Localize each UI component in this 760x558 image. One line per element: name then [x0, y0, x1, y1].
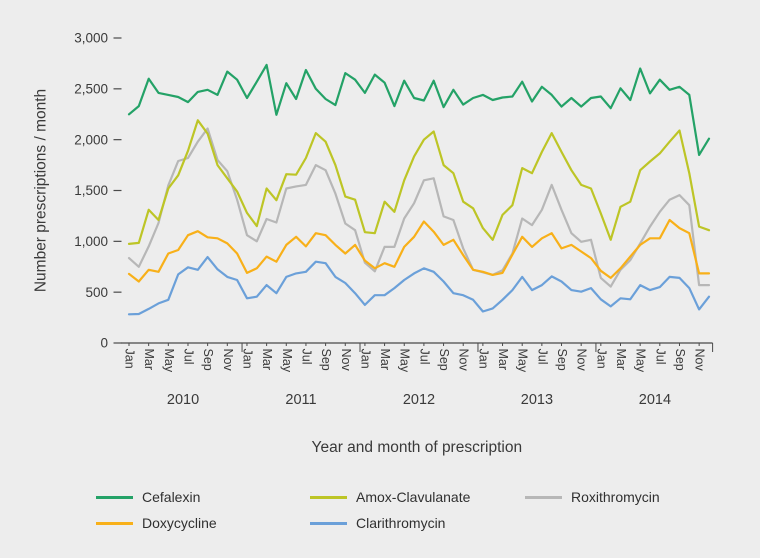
x-month-label: Nov — [338, 348, 353, 371]
x-month-label: Nov — [456, 348, 471, 371]
legend-item-amox-clavulanate — [310, 486, 470, 508]
x-year-label: 2014 — [638, 392, 672, 408]
x-month-label: Nov — [574, 348, 589, 371]
x-month-label: Jul — [535, 348, 550, 365]
x-month-label: Mar — [378, 348, 393, 371]
legend-item-clarithromycin — [310, 512, 445, 534]
x-month-label: May — [397, 348, 412, 373]
y-tick-label: 1,000 — [74, 234, 108, 250]
legend-swatch-roxithromycin — [525, 496, 562, 499]
x-month-label: Jul — [653, 348, 668, 365]
series-line-cefalexin — [129, 65, 709, 155]
y-tick-label: 500 — [85, 284, 108, 300]
legend-swatch-amox-clavulanate — [310, 496, 347, 499]
x-month-label: Jul — [299, 348, 314, 365]
x-year-label: 2013 — [520, 392, 554, 408]
x-axis-title: Year and month of prescription — [311, 439, 523, 456]
x-month-label: Sep — [672, 348, 687, 371]
x-month-label: Jan — [358, 348, 373, 369]
series-line-amox-clavulanate — [129, 120, 709, 244]
legend-swatch-cefalexin — [96, 496, 133, 499]
legend-item-roxithromycin — [525, 486, 660, 508]
x-month-label: May — [633, 348, 648, 373]
legend-row-1 — [0, 486, 760, 508]
legend-swatch-doxycycline — [96, 522, 133, 525]
legend-label: Clarithromycin — [356, 515, 446, 531]
series-line-doxycycline — [129, 220, 709, 282]
x-month-label: Jan — [594, 348, 609, 369]
x-year-label: 2010 — [166, 392, 200, 408]
x-month-label: Sep — [555, 348, 570, 371]
legend-row-2 — [0, 512, 760, 534]
x-month-label: May — [515, 348, 530, 373]
y-tick-label: 1,500 — [74, 183, 108, 199]
x-month-label: Jan — [476, 348, 491, 369]
x-month-label: Jul — [181, 348, 196, 365]
legend-label: Amox-Clavulanate — [356, 489, 471, 505]
legend-item-cefalexin — [96, 486, 200, 508]
x-month-label: Sep — [201, 348, 216, 371]
y-tick-label: 3,000 — [74, 30, 108, 46]
y-tick-label: 2,500 — [74, 81, 108, 97]
x-month-label: Mar — [614, 348, 628, 371]
y-tick-label: 2,000 — [74, 132, 108, 148]
legend-label: Roxithromycin — [571, 489, 660, 505]
y-axis-title: Number prescriptions / month — [32, 88, 50, 293]
x-month-label: May — [161, 348, 176, 373]
legend-label: Cefalexin — [142, 489, 201, 505]
x-year-label: 2012 — [402, 392, 436, 408]
x-month-label: Mar — [142, 348, 157, 371]
legend-label: Doxycycline — [142, 515, 217, 531]
x-month-label: Sep — [319, 348, 334, 371]
legend-item-doxycycline — [96, 512, 217, 534]
x-month-label: Jan — [240, 348, 255, 369]
y-tick-label: 0 — [100, 335, 108, 351]
x-month-label: Sep — [437, 348, 452, 371]
x-month-label: Nov — [692, 348, 707, 371]
x-month-label: Nov — [220, 348, 235, 371]
x-month-label: Jan — [122, 348, 137, 369]
legend-swatch-clarithromycin — [310, 522, 347, 525]
series-line-roxithromycin — [129, 129, 709, 287]
x-year-label: 2011 — [285, 392, 317, 408]
x-month-label: Jul — [417, 348, 432, 365]
x-month-label: Mar — [260, 348, 275, 371]
x-month-label: May — [279, 348, 294, 373]
x-month-label: Mar — [496, 348, 511, 371]
